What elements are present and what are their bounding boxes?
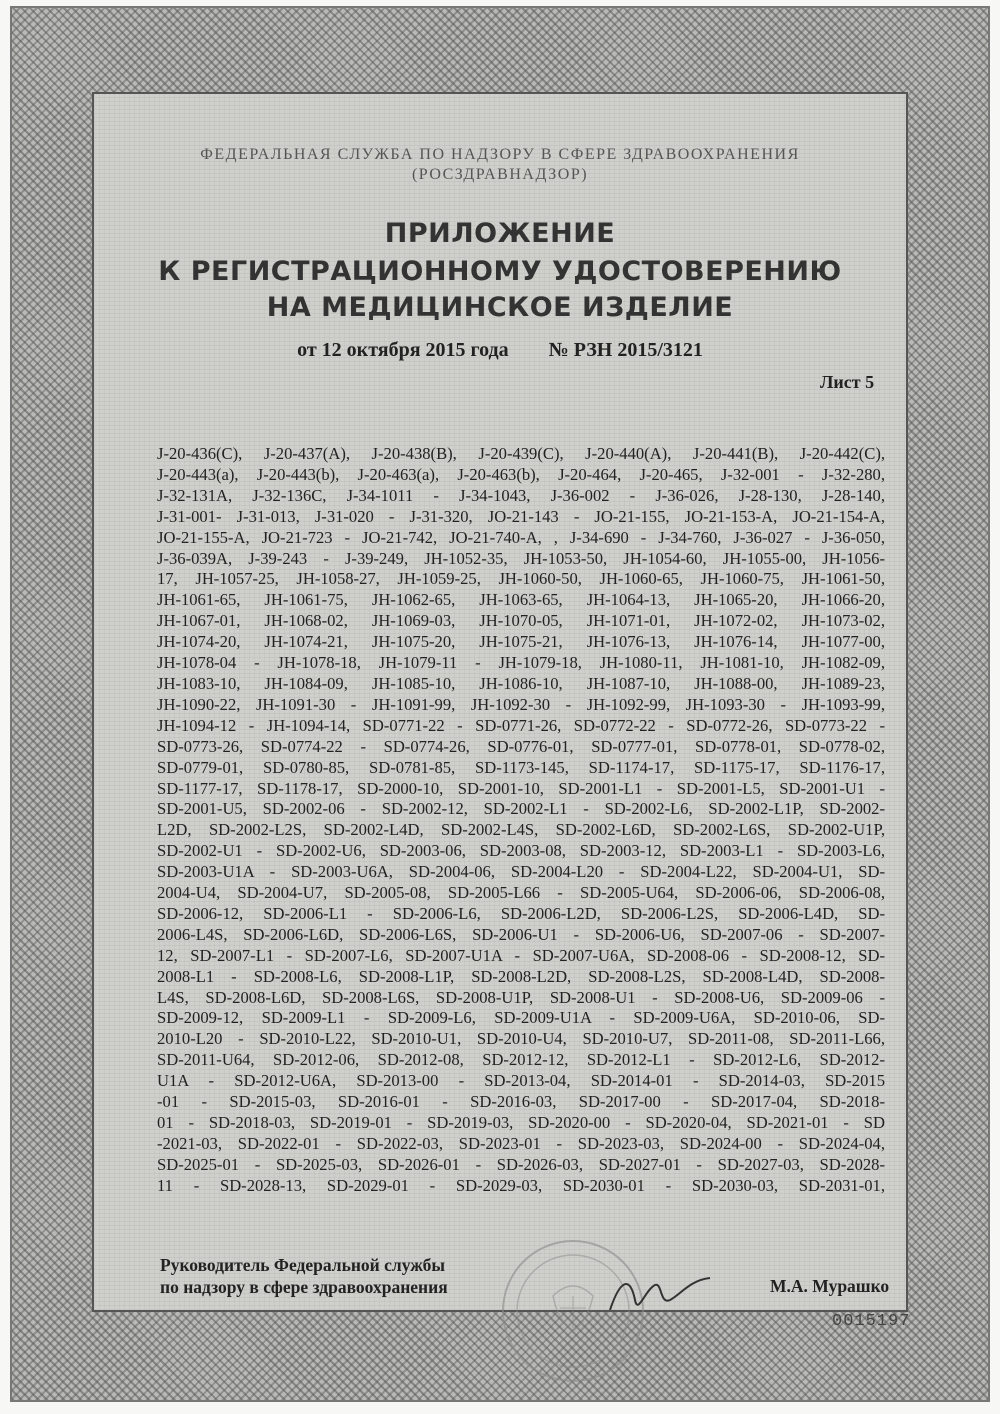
model-list-line: 2010-L20 - SD-2010-L22, SD-2010-U1, SD-2010-U4, SD-2010-U7, SD-2011-08, SD-2011-L66, xyxy=(157,1029,885,1049)
model-list-line: JH-1061-65, JH-1061-75, JH-1062-65, JH-1063-65, JH-1064-13, JH-1065-20, JH-1066-20, xyxy=(157,590,885,610)
model-list-line: SD-2025-01 - SD-2025-03, SD-2026-01 - SD-2026-03, SD-2027-01 - SD-2027-03, SD-2028- xyxy=(157,1154,885,1174)
model-list-line: SD-2002-U1 - SD-2002-U6, SD-2003-06, SD-2003-08, SD-2003-12, SD-2003-L1 - SD-2003-L6, xyxy=(157,841,885,861)
document-title-line2: К РЕГИСТРАЦИОННОМУ УДОСТОВЕРЕНИЮ xyxy=(158,256,842,287)
model-list-line: J-31-001- J-31-013, J-31-020 - J-31-320, JO-21-143 - JO-21-155, JO-21-153-A, JO-21-154-A, xyxy=(157,506,885,526)
model-list-line: JH-1074-20, JH-1074-21, JH-1075-20, JH-1075-21, JH-1076-13, JH-1076-14, JH-1077-00, xyxy=(157,632,885,652)
signer-name: М.А. Мурашко xyxy=(770,1276,890,1296)
signer-title-line2: по надзору в сфере здравоохранения xyxy=(160,1277,448,1297)
model-list-line: JH-1078-04 - JH-1078-18, JH-1079-11 - JH-1079-18, JH-1080-11, JH-1081-10, JH-1082-09, xyxy=(157,653,885,673)
signer-title-line1: Руководитель Федеральной службы xyxy=(160,1255,446,1275)
model-list-line: JH-1094-12 - JH-1094-14, SD-0771-22 - SD-0771-26, SD-0772-22 - SD-0772-26, SD-0773-22 - xyxy=(157,715,885,735)
model-list-line: J-20-443(a), J-20-443(b), J-20-463(a), J-20-463(b), J-20-464, J-20-465, J-32-001 - J-32-280, xyxy=(157,464,885,484)
model-list-line: J-36-039A, J-39-243 - J-39-249, JH-1052-35, JH-1053-50, JH-1054-60, JH-1055-00, JH-1056- xyxy=(157,548,885,568)
sheet-number: Лист 5 xyxy=(820,372,875,392)
model-list-line: L2D, SD-2002-L2S, SD-2002-L4D, SD-2002-L4S, SD-2002-L6D, SD-2002-L6S, SD-2002-U1P, xyxy=(157,820,885,840)
model-list-line: 12, SD-2007-L1 - SD-2007-L6, SD-2007-U1A - SD-2007-U6A, SD-2008-06 - SD-2008-12, SD- xyxy=(157,945,885,965)
model-list-line: L4S, SD-2008-L6D, SD-2008-L6S, SD-2008-U1P, SD-2008-U1 - SD-2008-U6, SD-2009-06 - xyxy=(157,987,885,1007)
model-list-line: SD-1177-17, SD-1178-17, SD-2000-10, SD-2001-10, SD-2001-L1 - SD-2001-L5, SD-2001-U1 - xyxy=(157,778,885,798)
signature-icon xyxy=(600,1270,720,1320)
model-list-line: SD-2009-12, SD-2009-L1 - SD-2009-L6, SD-2009-U1A - SD-2009-U6A, SD-2010-06, SD- xyxy=(157,1008,885,1028)
model-list-line: 01 - SD-2018-03, SD-2019-01 - SD-2019-03, SD-2020-00 - SD-2020-04, SD-2021-01 - SD xyxy=(157,1113,885,1132)
model-list-line: 2006-L4S, SD-2006-L6D, SD-2006-L6S, SD-2006-U1 - SD-2006-U6, SD-2007-06 - SD-2007- xyxy=(157,924,885,944)
model-list-line: J-32-131A, J-32-136C, J-34-1011 - J-34-1043, J-36-002 - J-36-026, J-28-130, J-28-140, xyxy=(157,485,885,505)
model-list xyxy=(157,444,885,1197)
model-list-line: SD-2006-12, SD-2006-L1 - SD-2006-L6, SD-2006-L2D, SD-2006-L2S, SD-2006-L4D, SD- xyxy=(157,903,885,923)
model-list-line: U1A - SD-2012-U6A, SD-2013-00 - SD-2013-04, SD-2014-01 - SD-2014-03, SD-2015 xyxy=(157,1071,885,1091)
serial-number: 0015197 xyxy=(832,1312,911,1331)
model-list-line: 17, JH-1057-25, JH-1058-27, JH-1059-25, JH-1060-50, JH-1060-65, JH-1060-75, JH-1061-50, xyxy=(157,569,885,589)
model-list-line: -01 - SD-2015-03, SD-2016-01 - SD-2016-03, SD-2017-00 - SD-2017-04, SD-2018- xyxy=(157,1092,885,1112)
registration-date: от 12 октября 2015 года xyxy=(297,339,509,361)
model-list-line: JH-1067-01, JH-1068-02, JH-1069-03, JH-1070-05, JH-1071-01, JH-1072-02, JH-1073-02, xyxy=(157,611,885,631)
model-list-line: SD-2011-U64, SD-2012-06, SD-2012-08, SD-2012-12, SD-2012-L1 - SD-2012-L6, SD-2012- xyxy=(157,1050,885,1070)
agency-name: ФЕДЕРАЛЬНАЯ СЛУЖБА ПО НАДЗОРУ В СФЕРЕ ЗДРАВООХРАНЕНИЯ xyxy=(200,146,800,163)
agency-abbreviation: (РОСЗДРАВНАДЗОР) xyxy=(411,166,589,183)
model-list-line: J-20-436(C), J-20-437(A), J-20-438(B), J-20-439(C), J-20-440(A), J-20-441(B), J-20-442(C), xyxy=(157,444,885,463)
model-list-line: SD-0773-26, SD-0774-22 - SD-0774-26, SD-0776-01, SD-0777-01, SD-0778-01, SD-0778-02, xyxy=(157,736,885,756)
model-list-line: 2008-L1 - SD-2008-L6, SD-2008-L1P, SD-2008-L2D, SD-2008-L2S, SD-2008-L4D, SD-2008- xyxy=(157,966,885,986)
model-list-line: SD-2001-U5, SD-2002-06 - SD-2002-12, SD-2002-L1 - SD-2002-L6, SD-2002-L1P, SD-2002- xyxy=(157,799,885,819)
signer-block xyxy=(160,1254,448,1298)
model-list-line: JO-21-155-A, JO-21-723 - JO-21-742, JO-21-740-A, , J-34-690 - J-34-760, J-36-027 - J-36-050, xyxy=(157,527,885,547)
model-list-line: SD-2003-U1A - SD-2003-U6A, SD-2004-06, SD-2004-L20 - SD-2004-L22, SD-2004-U1, SD- xyxy=(157,862,885,882)
registration-line xyxy=(0,339,1000,362)
document-title-line1: ПРИЛОЖЕНИЕ xyxy=(384,218,616,249)
model-list-line: -2021-03, SD-2022-01 - SD-2022-03, SD-2023-01 - SD-2023-03, SD-2024-00 - SD-2024-04, xyxy=(157,1133,885,1153)
model-list-line: JH-1090-22, JH-1091-30 - JH-1091-99, JH-1092-30 - JH-1092-99, JH-1093-30 - JH-1093-99, xyxy=(157,694,885,714)
model-list-line: SD-0779-01, SD-0780-85, SD-0781-85, SD-1173-145, SD-1174-17, SD-1175-17, SD-1176-17, xyxy=(157,757,885,777)
model-list-line: 11 - SD-2028-13, SD-2029-01 - SD-2029-03, SD-2030-01 - SD-2030-03, SD-2031-01, xyxy=(157,1175,885,1195)
model-list-line: 2004-U4, SD-2004-U7, SD-2005-08, SD-2005-L66 - SD-2005-U64, SD-2006-06, SD-2006-08, xyxy=(157,883,885,903)
model-list-line: JH-1083-10, JH-1084-09, JH-1085-10, JH-1086-10, JH-1087-10, JH-1088-00, JH-1089-23, xyxy=(157,673,885,693)
registration-number: № РЗН 2015/3121 xyxy=(548,339,703,361)
document-title-line3: НА МЕДИЦИНСКОЕ ИЗДЕЛИЕ xyxy=(266,292,734,323)
